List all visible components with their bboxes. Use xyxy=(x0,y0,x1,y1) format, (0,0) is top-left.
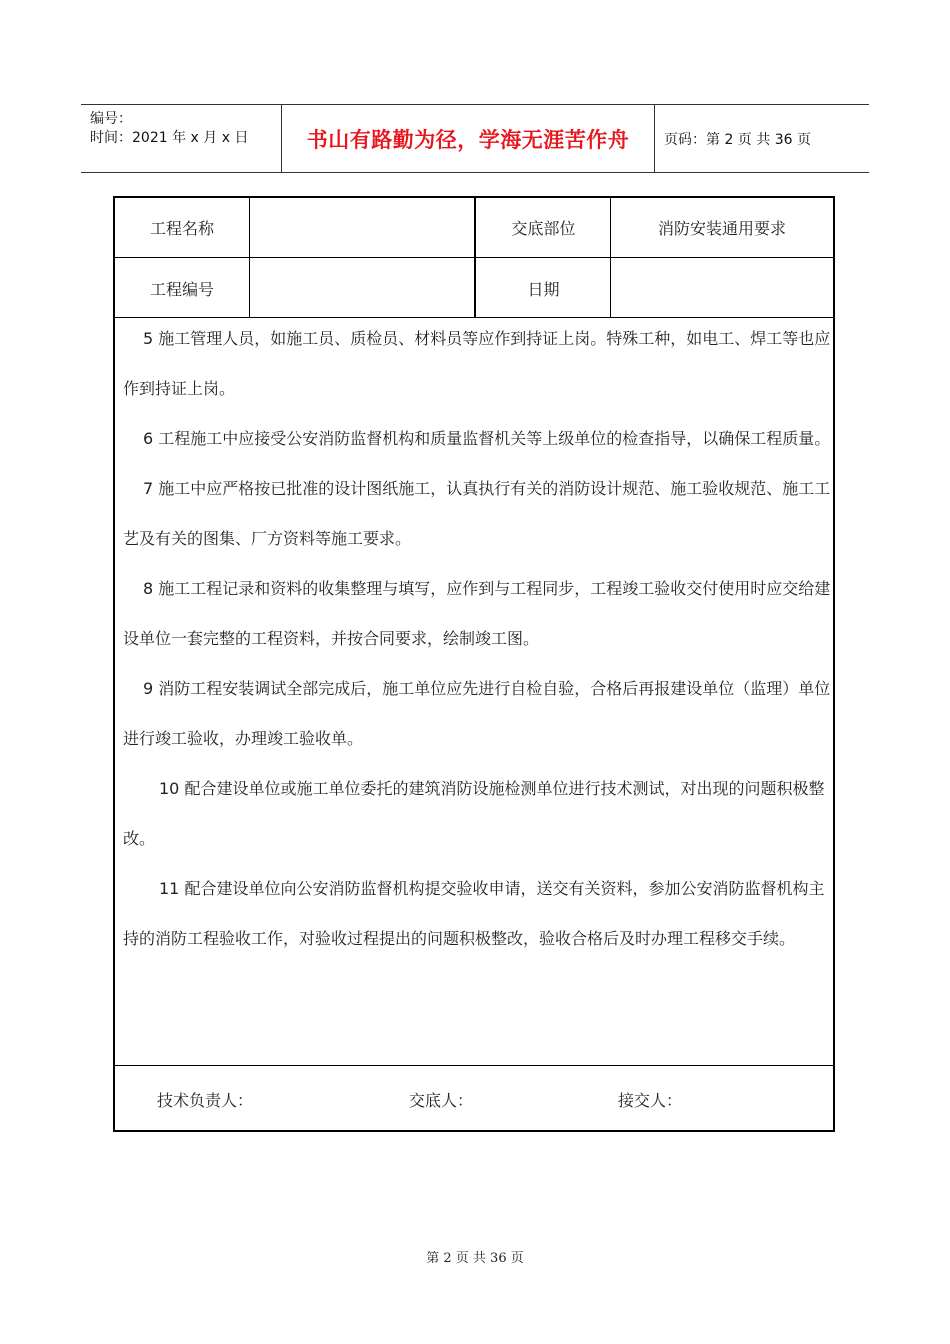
receiver-label: 接交人： xyxy=(618,1091,683,1110)
project-name-label: 工程名称 xyxy=(149,219,214,238)
date-label: 日期 xyxy=(527,279,560,299)
slogan: 书山有路勤为径，学海无涯苦作舟 xyxy=(306,127,630,152)
project-code-label: 工程编号 xyxy=(149,279,214,299)
paragraph: 9 消防工程安装调试全部完成后，施工单位应先进行自检自验，合格后再报建设单位（监理）单位进行竣工验收，办理竣工验收单。 xyxy=(123,679,831,748)
header-divider xyxy=(654,105,655,172)
row-divider xyxy=(115,1065,833,1066)
header-meta xyxy=(81,105,281,172)
paragraph: 5 施工管理人员，如施工员、质检员、材料员等应作到持证上岗。特殊工种，如电工、焊工等也应作到持证上岗。 xyxy=(123,329,831,398)
col-divider xyxy=(474,198,476,317)
col-divider xyxy=(610,198,611,317)
date-value xyxy=(611,258,833,318)
page-footer: 第 2 页 共 36 页 xyxy=(426,1251,524,1266)
requirements-body xyxy=(123,314,833,964)
paragraph: 6 工程施工中应接受公安消防监督机构和质量监督机关等上级单位的检查指导，以确保工程质量。 xyxy=(143,429,831,448)
position-label: 交底部位 xyxy=(511,219,576,238)
document-header xyxy=(81,104,869,173)
paragraph: 11 配合建设单位向公安消防监督机构提交验收申请，送交有关资料，参加公安消防监督机构主持的消防工程验收工作，对验收过程提出的问题积极整改，验收合格后及时办理工程移交手续。 xyxy=(123,879,825,948)
project-name-value xyxy=(250,198,474,257)
presenter-label: 交底人： xyxy=(409,1091,474,1110)
paragraph: 10 配合建设单位或施工单位委托的建筑消防设施检测单位进行技术测试，对出现的问题积极整改。 xyxy=(123,779,825,848)
tech-lead-label: 技术负责人： xyxy=(157,1091,254,1110)
paragraph: 7 施工中应严格按已批准的设计图纸施工，认真执行有关的消防设计规范、施工验收规范、施工工艺及有关的图集、厂方资料等施工要求。 xyxy=(123,479,831,548)
position-value: 消防安装通用要求 xyxy=(657,219,786,238)
code-label: 编号： xyxy=(90,111,132,127)
time-label: 时间：2021 年 x 月 x 日 xyxy=(90,130,249,146)
paragraph: 8 施工工程记录和资料的收集整理与填写，应作到与工程同步，工程竣工验收交付使用时应交给建设单位一套完整的工程资料，并按合同要求，绘制竣工图。 xyxy=(123,579,831,648)
handover-table xyxy=(113,196,835,1132)
page-info: 页码：第 2 页 共 36 页 xyxy=(664,131,811,148)
project-code-value xyxy=(250,258,474,318)
col-divider xyxy=(249,198,250,317)
